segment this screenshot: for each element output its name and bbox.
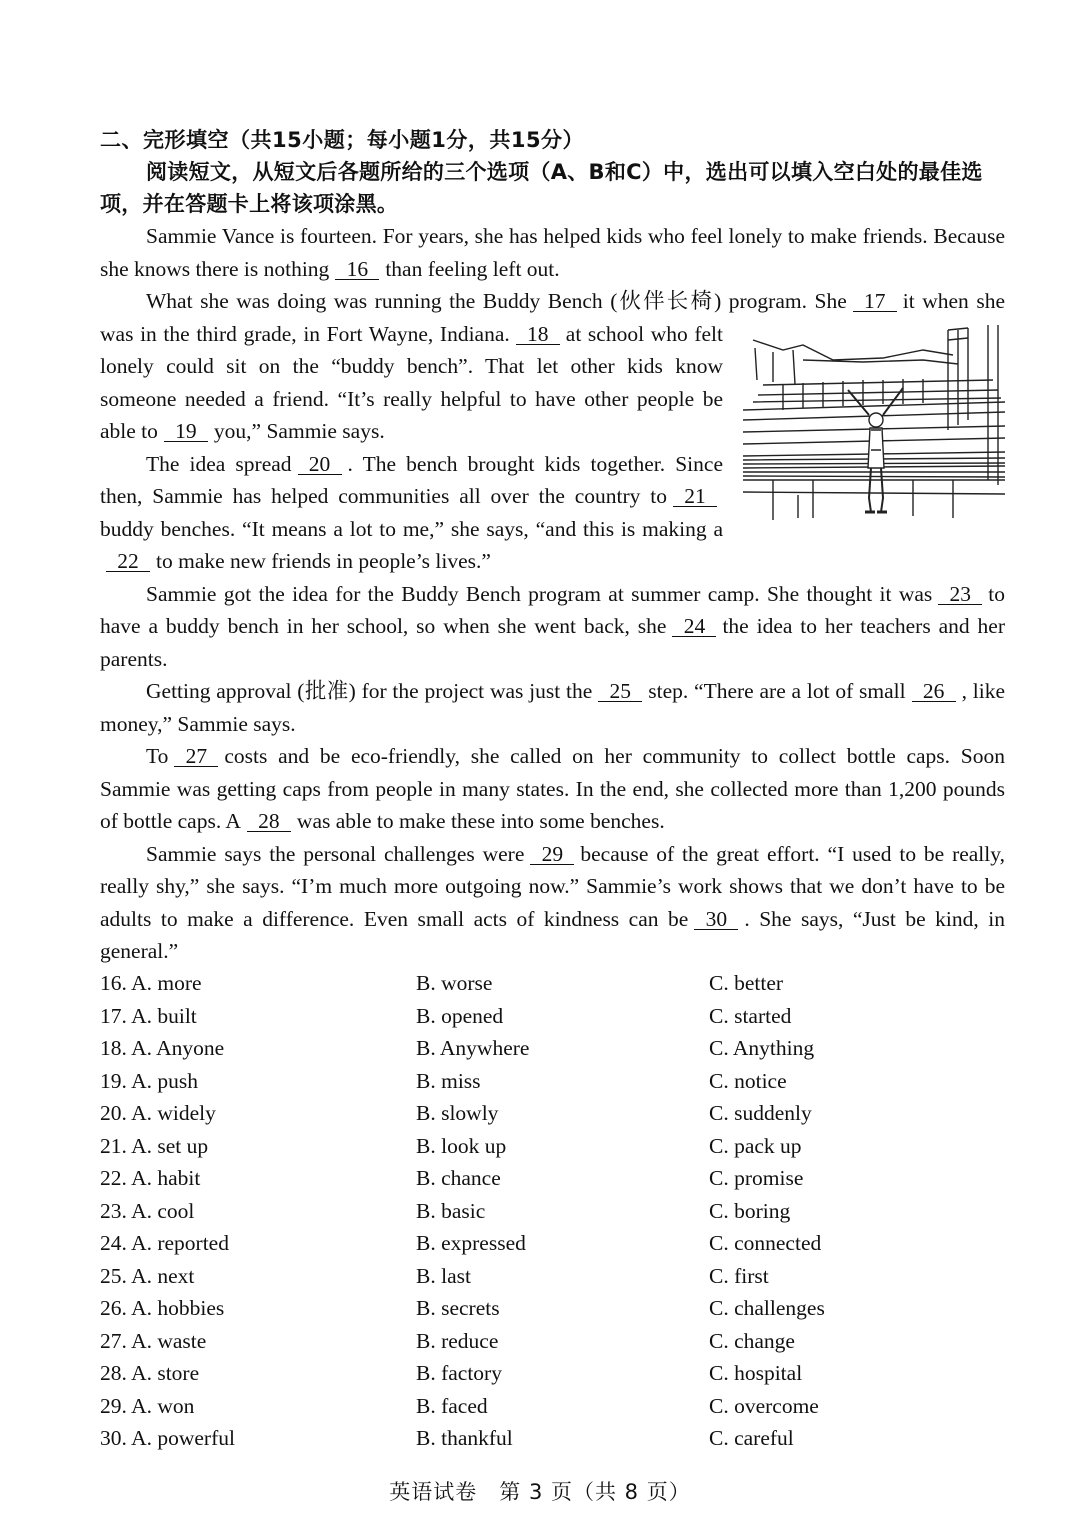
option-c: C. careful bbox=[709, 1426, 794, 1450]
paragraph-4 bbox=[100, 578, 1005, 676]
paragraph-6 bbox=[100, 740, 1005, 838]
option-a: 16. A. more bbox=[100, 971, 202, 995]
blank-27: 27 bbox=[174, 746, 218, 767]
option-row-23 bbox=[100, 1195, 1005, 1228]
option-c: C. hospital bbox=[709, 1361, 803, 1385]
option-c: C. suddenly bbox=[709, 1101, 812, 1125]
option-a: 21. A. set up bbox=[100, 1133, 209, 1158]
option-b: B. Anywhere bbox=[416, 1036, 530, 1060]
option-a: 26. A. hobbies bbox=[100, 1296, 225, 1320]
passage-text: because of the great effort. “I used to be really, really shy,” she says. “I’m much more outgoing now.” Sammie’s work shows that we don’t have to be adults to make a difference. Even small acts of kindness can be bbox=[100, 841, 1005, 931]
answer-options bbox=[100, 967, 1005, 1455]
option-c: C. overcome bbox=[709, 1393, 819, 1418]
passage-text: , like money,” Sammie says. bbox=[100, 679, 1005, 736]
passage-text: was able to make these into some benches. bbox=[296, 809, 665, 833]
option-a: 18. A. Anyone bbox=[100, 1036, 225, 1060]
option-a: 27. A. waste bbox=[100, 1328, 207, 1353]
blank-16: 16 bbox=[335, 259, 379, 280]
blank-20: 20 bbox=[298, 454, 342, 475]
option-c: C. challenges bbox=[709, 1296, 825, 1320]
passage-text: What she was doing was running the Buddy Bench (伙伴长椅) program. She bbox=[146, 289, 847, 313]
option-b: B. factory bbox=[416, 1361, 502, 1385]
option-row-28 bbox=[100, 1357, 1005, 1390]
instructions: 阅读短文，从短文后各题所给的三个选项（A、B和C）中，选出可以填入空白处的最佳选项，并在答题卡上将该项涂黑。 bbox=[100, 160, 983, 216]
option-c: C. notice bbox=[709, 1068, 787, 1093]
option-row-16 bbox=[100, 967, 1005, 1000]
passage-text: . The bench brought kids together. Since then, Sammie has helped communities all over the country to bbox=[100, 451, 723, 508]
paragraph-5 bbox=[100, 675, 1005, 740]
passage-text: to have a buddy bench in her school, so when she went back, she bbox=[100, 581, 1005, 638]
option-a: 23. A. cool bbox=[100, 1198, 195, 1223]
option-a: 29. A. won bbox=[100, 1393, 195, 1418]
blank-30: 30 bbox=[694, 909, 738, 930]
blank-24: 24 bbox=[672, 616, 716, 637]
option-row-18 bbox=[100, 1032, 1005, 1065]
option-row-30 bbox=[100, 1422, 1005, 1455]
option-row-24 bbox=[100, 1227, 1005, 1260]
passage-text: The idea spread bbox=[146, 451, 292, 476]
option-b: B. thankful bbox=[416, 1426, 513, 1450]
passage-text: you,” Sammie says. bbox=[213, 419, 385, 443]
option-c: C. pack up bbox=[709, 1133, 802, 1158]
option-a: 17. A. built bbox=[100, 1003, 197, 1028]
blank-29: 29 bbox=[530, 844, 574, 865]
option-a: 24. A. reported bbox=[100, 1231, 229, 1255]
option-row-17 bbox=[100, 1000, 1005, 1033]
option-b: B. miss bbox=[416, 1068, 481, 1093]
option-a: 28. A. store bbox=[100, 1361, 200, 1385]
blank-17: 17 bbox=[853, 291, 897, 312]
option-row-27 bbox=[100, 1325, 1005, 1358]
passage-text: at school who felt lonely could sit on the “buddy bench”. That let other kids know someone needed a friend. “It’s really helpful to have other people be able to bbox=[100, 321, 724, 443]
blank-19: 19 bbox=[164, 421, 208, 442]
option-row-26 bbox=[100, 1292, 1005, 1325]
option-b: B. expressed bbox=[416, 1231, 526, 1255]
option-c: C. better bbox=[709, 971, 784, 995]
passage-text: buddy benches. “It means a lot to me,” she says, “and this is making a bbox=[100, 516, 723, 541]
option-b: B. slowly bbox=[416, 1101, 499, 1125]
blank-22: 22 bbox=[106, 551, 150, 572]
passage-text: step. “There are a lot of small bbox=[648, 679, 906, 703]
option-b: B. last bbox=[416, 1263, 471, 1288]
page-footer: 英语试卷 第 3 页（共 8 页） bbox=[389, 1480, 691, 1504]
option-b: B. chance bbox=[416, 1166, 501, 1190]
blank-23: 23 bbox=[938, 584, 982, 605]
passage-text: Sammie got the idea for the Buddy Bench program at summer camp. She thought it was bbox=[146, 581, 933, 606]
blank-25: 25 bbox=[598, 681, 642, 702]
option-c: C. change bbox=[709, 1328, 795, 1353]
option-c: C. started bbox=[709, 1003, 792, 1028]
option-c: C. promise bbox=[709, 1166, 804, 1190]
option-row-19 bbox=[100, 1065, 1005, 1098]
passage-text: it when she was in the third grade, in Fort Wayne, Indiana. bbox=[100, 289, 1005, 346]
passage-text: To bbox=[146, 744, 169, 768]
paragraph-1 bbox=[100, 220, 1005, 285]
option-a: 30. A. powerful bbox=[100, 1426, 235, 1450]
paragraph-7 bbox=[100, 838, 1005, 968]
option-a: 22. A. habit bbox=[100, 1166, 201, 1190]
blank-28: 28 bbox=[247, 811, 291, 832]
option-c: C. connected bbox=[709, 1231, 822, 1255]
passage-text: . She says, “Just be kind, in general.” bbox=[100, 906, 1005, 963]
option-b: B. faced bbox=[416, 1393, 488, 1418]
option-c: C. boring bbox=[709, 1198, 791, 1223]
option-b: B. look up bbox=[416, 1133, 507, 1158]
blank-26: 26 bbox=[912, 681, 956, 702]
section-title: 二、完形填空（共15小题；每小题1分，共15分） bbox=[100, 128, 585, 152]
option-row-25 bbox=[100, 1260, 1005, 1293]
option-c: C. first bbox=[709, 1263, 769, 1288]
option-b: B. basic bbox=[416, 1198, 486, 1223]
passage-text: the idea to her teachers and her parents. bbox=[100, 614, 1005, 671]
passage-text: costs and be eco-friendly, she called on her community to collect bottle caps. Soon Sammie was getting caps from people in many states. In the end, she collected more than 1,200 pounds of bottle caps. A bbox=[100, 744, 1005, 833]
passage-text: Sammie says the personal challenges were bbox=[146, 841, 525, 866]
option-row-22 bbox=[100, 1162, 1005, 1195]
option-row-21 bbox=[100, 1130, 1005, 1163]
cloze-passage bbox=[100, 220, 1005, 968]
option-b: B. reduce bbox=[416, 1328, 499, 1353]
girl-on-bleachers-illustration bbox=[743, 320, 1005, 520]
option-a: 20. A. widely bbox=[100, 1101, 216, 1125]
option-row-20 bbox=[100, 1097, 1005, 1130]
option-row-29 bbox=[100, 1390, 1005, 1423]
paragraph-2 bbox=[100, 285, 1005, 448]
blank-21: 21 bbox=[673, 486, 717, 507]
option-b: B. secrets bbox=[416, 1296, 500, 1320]
option-a: 19. A. push bbox=[100, 1068, 198, 1093]
passage-text: to make new friends in people’s lives.” bbox=[156, 549, 491, 573]
blank-18: 18 bbox=[516, 324, 560, 345]
passage-text: than feeling left out. bbox=[385, 256, 560, 281]
option-c: C. Anything bbox=[709, 1036, 815, 1060]
passage-text: Getting approval (批准) for the project was just the bbox=[146, 679, 593, 703]
option-b: B. opened bbox=[416, 1003, 504, 1028]
option-a: 25. A. next bbox=[100, 1263, 195, 1288]
option-b: B. worse bbox=[416, 971, 493, 995]
passage-text: Sammie Vance is fourteen. For years, she has helped kids who feel lonely to make friends. Because she knows there is nothing bbox=[100, 224, 1005, 281]
